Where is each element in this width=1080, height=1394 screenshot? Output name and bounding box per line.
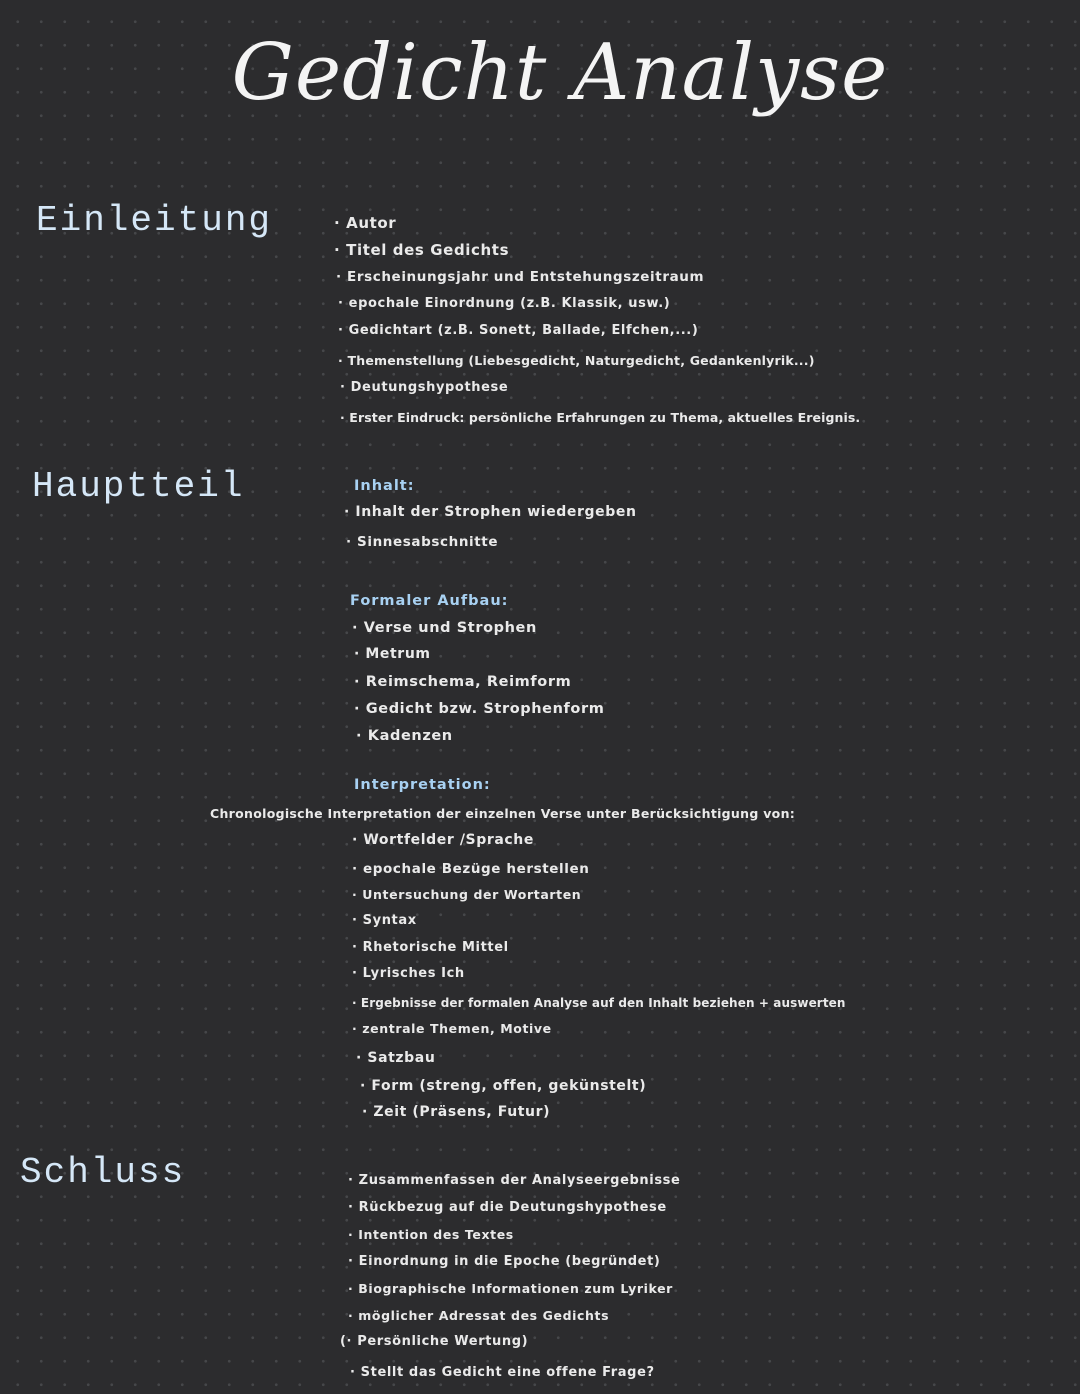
list-item: · Kadenzen [356, 728, 453, 744]
heading-schluss: Schluss [20, 1152, 186, 1193]
list-item: · epochale Einordnung (z.B. Klassik, usw.) [338, 296, 671, 311]
interpretation-intro: Chronologische Interpretation der einzelnen Verse unter Berücksichtigung von: [210, 806, 796, 821]
list-item: · Einordnung in die Epoche (begründet) [348, 1254, 661, 1269]
list-item: · Wortfelder /Sprache [352, 832, 534, 848]
list-item: · Sinnesabschnitte [346, 534, 499, 550]
heading-hauptteil: Hauptteil [32, 466, 245, 507]
list-item: · Metrum [354, 646, 431, 662]
list-item: · epochale Bezüge herstellen [352, 861, 590, 877]
list-item: · Syntax [352, 913, 417, 928]
list-item: · Erster Eindruck: persönliche Erfahrungen zu Thema, aktuelles Ereignis. [340, 410, 861, 425]
list-item: · Autor [334, 214, 397, 232]
list-item: · Verse und Strophen [352, 620, 537, 636]
list-item: · Deutungshypothese [340, 380, 509, 395]
list-item: · zentrale Themen, Motive [352, 1021, 552, 1036]
list-item: · Reimschema, Reimform [354, 674, 572, 690]
list-item: · Untersuchung der Wortarten [352, 887, 582, 902]
list-item: · Erscheinungsjahr und Entstehungszeitraum [336, 269, 705, 285]
list-item: · Rückbezug auf die Deutungshypothese [348, 1200, 667, 1215]
list-item: · Titel des Gedichts [334, 241, 510, 259]
list-item: · Zusammenfassen der Analyseergebnisse [348, 1173, 681, 1188]
subheading-inhalt: Inhalt: [354, 478, 415, 494]
list-item: · Satzbau [356, 1050, 436, 1066]
page-title: Gedicht Analyse [231, 28, 889, 118]
list-item: · Rhetorische Mittel [352, 940, 509, 955]
list-item: · Themenstellung (Liebesgedicht, Naturgedicht, Gedankenlyrik...) [338, 353, 815, 368]
list-item: · möglicher Adressat des Gedichts [348, 1308, 610, 1323]
subheading-interpretation: Interpretation: [354, 777, 491, 793]
heading-einleitung: Einleitung [36, 200, 273, 241]
list-item: · Zeit (Präsens, Futur) [362, 1104, 551, 1120]
list-item: · Stellt das Gedicht eine offene Frage? [350, 1365, 655, 1380]
list-item: · Ergebnisse der formalen Analyse auf den Inhalt beziehen + auswerten [352, 996, 846, 1010]
list-item: · Intention des Textes [348, 1227, 514, 1242]
list-item: · Lyrisches Ich [352, 966, 465, 981]
list-item: · Gedicht bzw. Strophenform [354, 701, 605, 717]
list-item: · Biographische Informationen zum Lyriker [348, 1281, 673, 1296]
subheading-formaler-aufbau: Formaler Aufbau: [350, 593, 509, 609]
list-item: (· Persönliche Wertung) [340, 1334, 529, 1349]
list-item: · Inhalt der Strophen wiedergeben [344, 504, 637, 520]
list-item: · Form (streng, offen, gekünstelt) [360, 1078, 647, 1094]
list-item: · Gedichtart (z.B. Sonett, Ballade, Elfchen,...) [338, 323, 699, 338]
